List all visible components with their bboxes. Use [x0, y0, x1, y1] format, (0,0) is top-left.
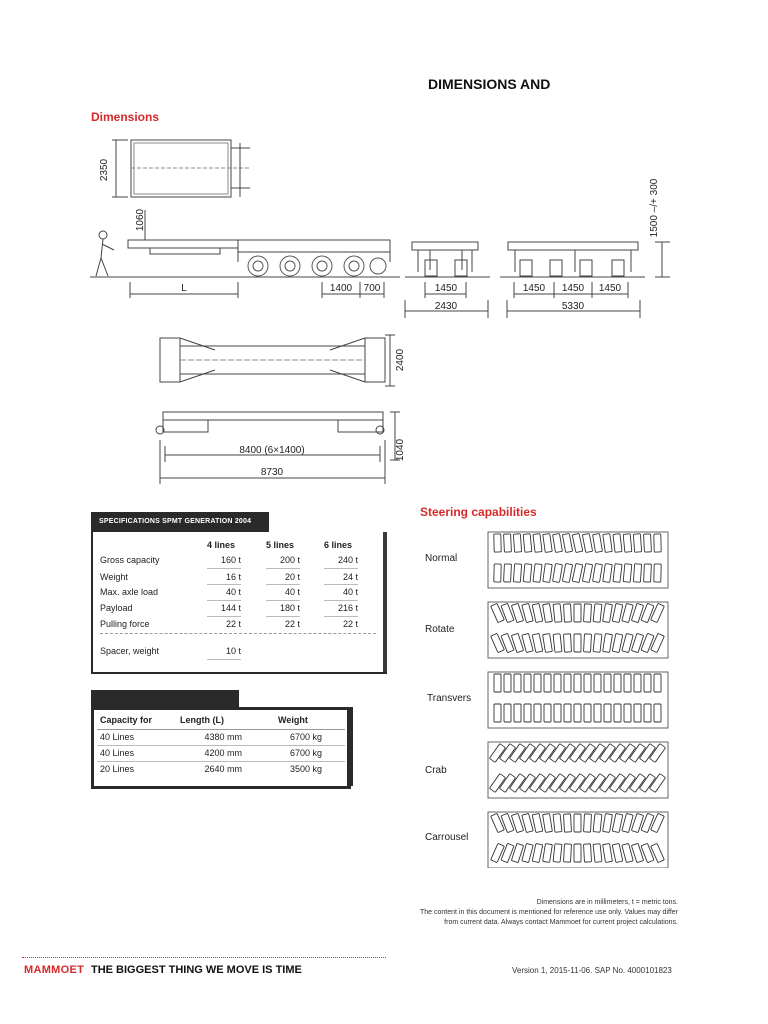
steer-wheel: [494, 564, 501, 582]
spec-cell: 40 t: [342, 587, 358, 597]
steer-frame: [488, 812, 668, 868]
spec-cell: 16 t: [225, 572, 241, 582]
steer-wheel: [613, 564, 622, 583]
steer-wheel: [504, 534, 512, 552]
dim-1450-a: 1450: [434, 283, 458, 294]
len-row-length: 2640 mm: [204, 764, 242, 774]
length-table-title-bar: [91, 690, 239, 707]
steer-wheel: [572, 563, 583, 582]
steer-wheel: [604, 674, 611, 692]
steer-wheel: [553, 604, 562, 623]
spec-row-label: Pulling force: [100, 619, 150, 629]
steer-wheel: [651, 633, 665, 652]
spec-cell: 240 t: [337, 555, 358, 565]
steer-wheel: [504, 564, 512, 582]
steer-wheel: [651, 603, 665, 622]
steering-diagrams: [480, 528, 680, 868]
steer-wheel: [614, 674, 621, 692]
spec-table: [91, 512, 387, 672]
dim-5330: 5330: [561, 301, 585, 312]
steer-wheel: [593, 564, 603, 583]
dim-1450-c: 1450: [561, 283, 585, 294]
steer-wheel: [584, 604, 592, 622]
len-row-weight: 6700 kg: [289, 732, 322, 742]
spec-cell: 180 t: [279, 603, 300, 613]
spec-row-label: Gross capacity: [100, 555, 160, 565]
spec-col-6: 6 lines: [324, 540, 353, 550]
spec-col-5: 5 lines: [266, 540, 295, 550]
steer-wheel: [513, 564, 521, 582]
steer-wheel: [593, 844, 602, 863]
dimensions-drawing: [0, 0, 768, 500]
spec-cell: 20 t: [284, 572, 300, 582]
len-header-weight: Weight: [278, 715, 308, 725]
steer-wheel: [584, 704, 591, 722]
dim-8400: 8400 (6×1400): [239, 445, 305, 456]
len-row-weight: 6700 kg: [289, 748, 322, 758]
spec-cell: 22 t: [342, 619, 358, 629]
dim-2400: 2400: [395, 348, 406, 372]
steer-label-carrousel: Carrousel: [425, 832, 469, 843]
steer-wheel: [651, 843, 665, 862]
steer-wheel: [651, 813, 665, 832]
steer-wheel: [564, 704, 571, 722]
steer-wheel: [553, 814, 562, 833]
dim-2430: 2430: [434, 301, 458, 312]
spec-cell: 24 t: [342, 572, 358, 582]
steer-wheel: [584, 634, 592, 652]
steer-wheel: [543, 604, 553, 623]
steer-wheel: [491, 813, 505, 832]
steer-wheel: [623, 564, 632, 583]
spec-row-label: Weight: [100, 572, 128, 582]
dim-L: L: [181, 283, 187, 294]
dim-8730: 8730: [260, 467, 284, 478]
steer-wheel: [644, 564, 652, 582]
steer-wheel: [593, 604, 602, 623]
dim-1040: 1040: [395, 438, 406, 462]
steer-wheel: [594, 704, 601, 722]
steer-wheel: [564, 814, 572, 832]
steer-label-crab: Crab: [425, 765, 447, 776]
len-header-capacity: Capacity for: [100, 715, 153, 725]
dim-1450-b: 1450: [522, 283, 546, 294]
steer-wheel: [604, 704, 611, 722]
steer-wheel: [524, 674, 531, 692]
steer-wheel: [633, 534, 641, 552]
steer-wheel: [654, 674, 661, 692]
spec-row-label: Max. axle load: [100, 587, 159, 597]
steer-wheel: [534, 704, 541, 722]
steer-wheel: [612, 633, 623, 652]
steer-wheel: [574, 604, 581, 622]
dimensions-heading: Dimensions: [91, 110, 160, 124]
len-row-capacity: 20 Lines: [100, 764, 135, 774]
len-row-length: 4380 mm: [204, 732, 242, 742]
spec-cell: 160 t: [220, 555, 241, 565]
steer-wheel: [574, 704, 581, 722]
spec-cell: 22 t: [225, 619, 241, 629]
steer-wheel: [574, 844, 581, 862]
spec-cell: 40 t: [225, 587, 241, 597]
steer-wheel: [504, 704, 511, 722]
steer-wheel: [533, 564, 542, 583]
steer-wheel: [574, 674, 581, 692]
steer-wheel: [584, 674, 591, 692]
steer-wheel: [554, 674, 561, 692]
steer-wheel: [612, 813, 623, 832]
steer-wheel: [514, 704, 521, 722]
steer-wheel: [532, 633, 543, 652]
steer-wheel: [562, 564, 572, 583]
steer-wheel: [594, 674, 601, 692]
version-info: Version 1, 2015-11-06. SAP No. 4000101823: [512, 966, 672, 975]
steer-wheel: [523, 564, 532, 583]
steer-wheel: [553, 534, 563, 553]
note-line-3: from current data. Always contact Mammoet for current project calculations.: [444, 919, 678, 926]
dim-700: 700: [363, 283, 381, 294]
steer-wheel: [532, 603, 543, 622]
tagline: THE BIGGEST THING WE MOVE IS TIME: [91, 964, 302, 976]
steer-wheel: [603, 814, 613, 833]
steer-wheel: [574, 634, 581, 652]
steer-wheel: [554, 704, 561, 722]
steer-wheel: [543, 634, 553, 653]
steer-wheel: [562, 534, 572, 553]
len-header-length: Length (L): [180, 715, 224, 725]
footnotes: [392, 898, 678, 928]
steer-wheel: [654, 704, 661, 722]
steer-wheel: [494, 674, 501, 692]
dim-2350: 2350: [99, 158, 110, 182]
steer-wheel: [534, 674, 541, 692]
steer-wheel: [513, 534, 521, 552]
dim-1400: 1400: [329, 283, 353, 294]
steer-wheel: [654, 564, 661, 582]
len-row-length: 4200 mm: [204, 748, 242, 758]
steer-wheel: [494, 534, 501, 552]
spec-cell: 22 t: [284, 619, 300, 629]
steer-wheel: [533, 534, 542, 553]
spec-cell: 216 t: [337, 603, 358, 613]
steer-wheel: [593, 534, 603, 553]
steer-label-rotate: Rotate: [425, 624, 455, 635]
dim-1060: 1060: [135, 208, 146, 232]
steer-wheel: [644, 674, 651, 692]
steer-wheel: [553, 564, 563, 583]
steering-heading: Steering capabilities: [420, 505, 537, 519]
steer-wheel: [564, 844, 572, 862]
steer-wheel: [584, 844, 592, 862]
steer-wheel: [532, 843, 543, 862]
steer-wheel: [504, 674, 511, 692]
steer-wheel: [603, 634, 613, 653]
steer-label-transvers: Transvers: [427, 693, 472, 704]
steer-wheel: [654, 534, 661, 552]
steer-wheel: [644, 704, 651, 722]
steer-wheel: [543, 564, 552, 583]
note-line-1: Dimensions are in millimeters, t = metric tons.: [536, 899, 678, 906]
steer-wheel: [582, 534, 592, 553]
steer-wheel: [543, 844, 553, 863]
steer-wheel: [553, 844, 562, 863]
steer-wheel: [584, 814, 592, 832]
len-row-weight: 3500 kg: [289, 764, 322, 774]
steer-wheel: [644, 534, 652, 552]
spec-cell: 200 t: [279, 555, 300, 565]
steer-wheel: [564, 634, 572, 652]
spec-cell: 40 t: [284, 587, 300, 597]
spec-spacer-value: 10 t: [225, 646, 241, 656]
steer-wheel: [613, 534, 622, 553]
steer-wheel: [582, 564, 592, 583]
steer-wheel: [612, 603, 623, 622]
spec-spacer-label: Spacer, weight: [100, 646, 160, 656]
steer-wheel: [523, 534, 532, 553]
steer-wheel: [633, 564, 641, 582]
dim-1450-d: 1450: [598, 283, 622, 294]
steer-wheel: [614, 704, 621, 722]
brand-logo-text: MAMMOET: [24, 964, 85, 976]
len-row-capacity: 40 Lines: [100, 732, 135, 742]
steer-wheel: [543, 814, 553, 833]
steer-wheel: [593, 814, 602, 833]
steer-wheel: [603, 844, 613, 863]
spec-cell: 144 t: [220, 603, 241, 613]
steer-wheel: [491, 843, 505, 862]
steer-wheel: [624, 674, 631, 692]
steer-wheel: [543, 534, 552, 553]
note-line-2: The content in this document is mentioned for reference use only. Values may differ: [420, 909, 678, 916]
steer-wheel: [564, 674, 571, 692]
steer-wheel: [634, 704, 641, 722]
steer-wheel: [603, 564, 612, 583]
len-row-capacity: 40 Lines: [100, 748, 135, 758]
steer-wheel: [544, 674, 551, 692]
dim-1500: 1500 –/+ 300: [649, 178, 660, 238]
spec-table-title: SPECIFICATIONS SPMT GENERATION 2004: [91, 512, 269, 532]
steer-wheel: [634, 674, 641, 692]
steer-wheel: [491, 603, 505, 622]
steer-wheel: [553, 634, 562, 653]
steer-wheel: [593, 634, 602, 653]
steer-wheel: [623, 534, 632, 553]
steer-wheel: [491, 633, 505, 652]
steer-wheel: [532, 813, 543, 832]
steer-wheel: [603, 604, 613, 623]
length-table: [91, 690, 353, 786]
steer-wheel: [494, 704, 501, 722]
footer-divider: [22, 957, 386, 958]
page-title: DIMENSIONS AND: [428, 76, 551, 92]
steer-wheel: [524, 704, 531, 722]
steer-wheel: [572, 533, 583, 552]
steer-label-normal: Normal: [425, 553, 458, 564]
steer-wheel: [574, 814, 581, 832]
steer-wheel: [544, 704, 551, 722]
spec-row-label: Payload: [100, 603, 133, 613]
spec-col-4: 4 lines: [207, 540, 236, 550]
steer-wheel: [612, 843, 623, 862]
steer-wheel: [624, 704, 631, 722]
steer-wheel: [564, 604, 572, 622]
steer-wheel: [514, 674, 521, 692]
steer-wheel: [603, 534, 612, 553]
